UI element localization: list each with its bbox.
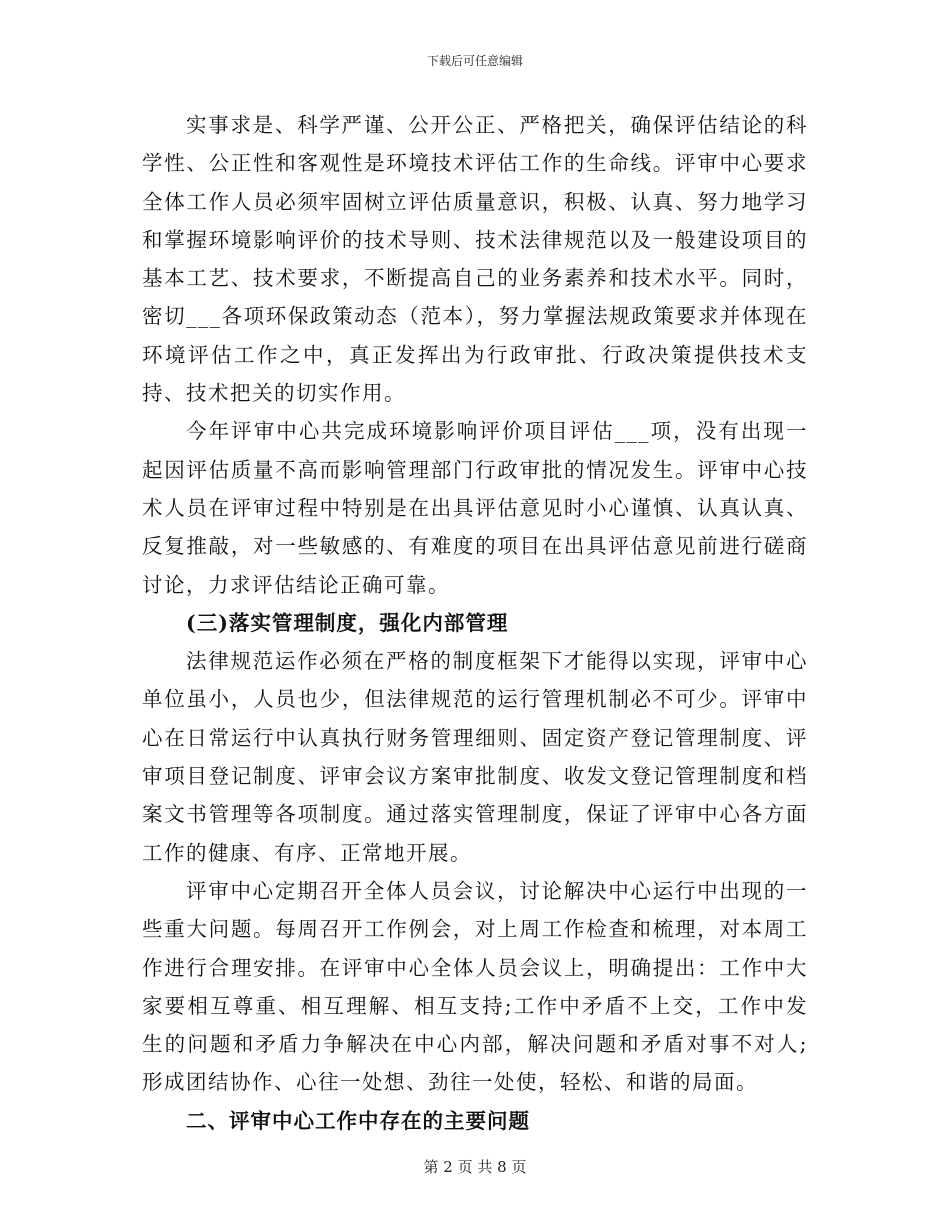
document-body <box>142 106 808 1140</box>
page-header: 下载后可任意编辑 <box>426 54 523 68</box>
section-heading-problems: 二、评审中心工作中存在的主要问题 <box>186 1108 530 1133</box>
paragraph-evaluation-quality: 实事求是、科学严谨、公开公正、严格把关，确保评估结论的科学性、公正性和客观性是环境技术评估工作的生命线。评审中心要求全体工作人员必须牢固树立评估质量意识，积极、认真、努力地学习和掌握环境影响评价的技术导则、技术法律规范以及一般建设项目的基本工艺、技术要求，不断提高自己的业务素养和技术水平。同时，密切___各项环保政策动态（范本），努力掌握法规政策要求并体现在环境评估工作之中，真正发挥出为行政审批、行政决策提供技术支持、技术把关的切实作用。 <box>142 113 808 406</box>
paragraph-staff-meetings: 评审中心定期召开全体人员会议，讨论解决中心运行中出现的一些重大问题。每周召开工作例会，对上周工作检查和梳理，对本周工作进行合理安排。在评审中心全体人员会议上，明确提出：工作中大家要相互尊重、相互理解、相互支持;工作中矛盾不上交，工作中发生的问题和矛盾力争解决在中心内部，解决问题和矛盾对事不对人;形成团结协作、心往一处想、劲往一处使，轻松、和谐的局面。 <box>142 878 808 1095</box>
paragraph-management-system: 法律规范运作必须在严格的制度框架下才能得以实现，评审中心单位虽小，人员也少，但法律规范的运行管理机制必不可少。评审中心在日常运行中认真执行财务管理细则、固定资产登记管理制度、评审项目登记制度、评审会议方案审批制度、收发文登记管理制度和档案文书管理等各项制度。通过落实管理制度，保证了评审中心各方面工作的健康、有序、正常地开展。 <box>142 649 808 865</box>
page-number: 第 2 页 共 8 页 <box>423 1158 527 1176</box>
section-heading-management: (三)落实管理制度，强化内部管理 <box>186 610 509 635</box>
paragraph-project-count: 今年评审中心共完成环境影响评价项目评估___项，没有出现一起因评估质量不高而影响管理部门行政审批的情况发生。评审中心技术人员在评审过程中特别是在出具评估意见时小心谨慎、认真认真、反复推敲，对一些敏感的、有难度的项目在出具评估意见前进行磋商讨论，力求评估结论正确可靠。 <box>142 419 808 597</box>
